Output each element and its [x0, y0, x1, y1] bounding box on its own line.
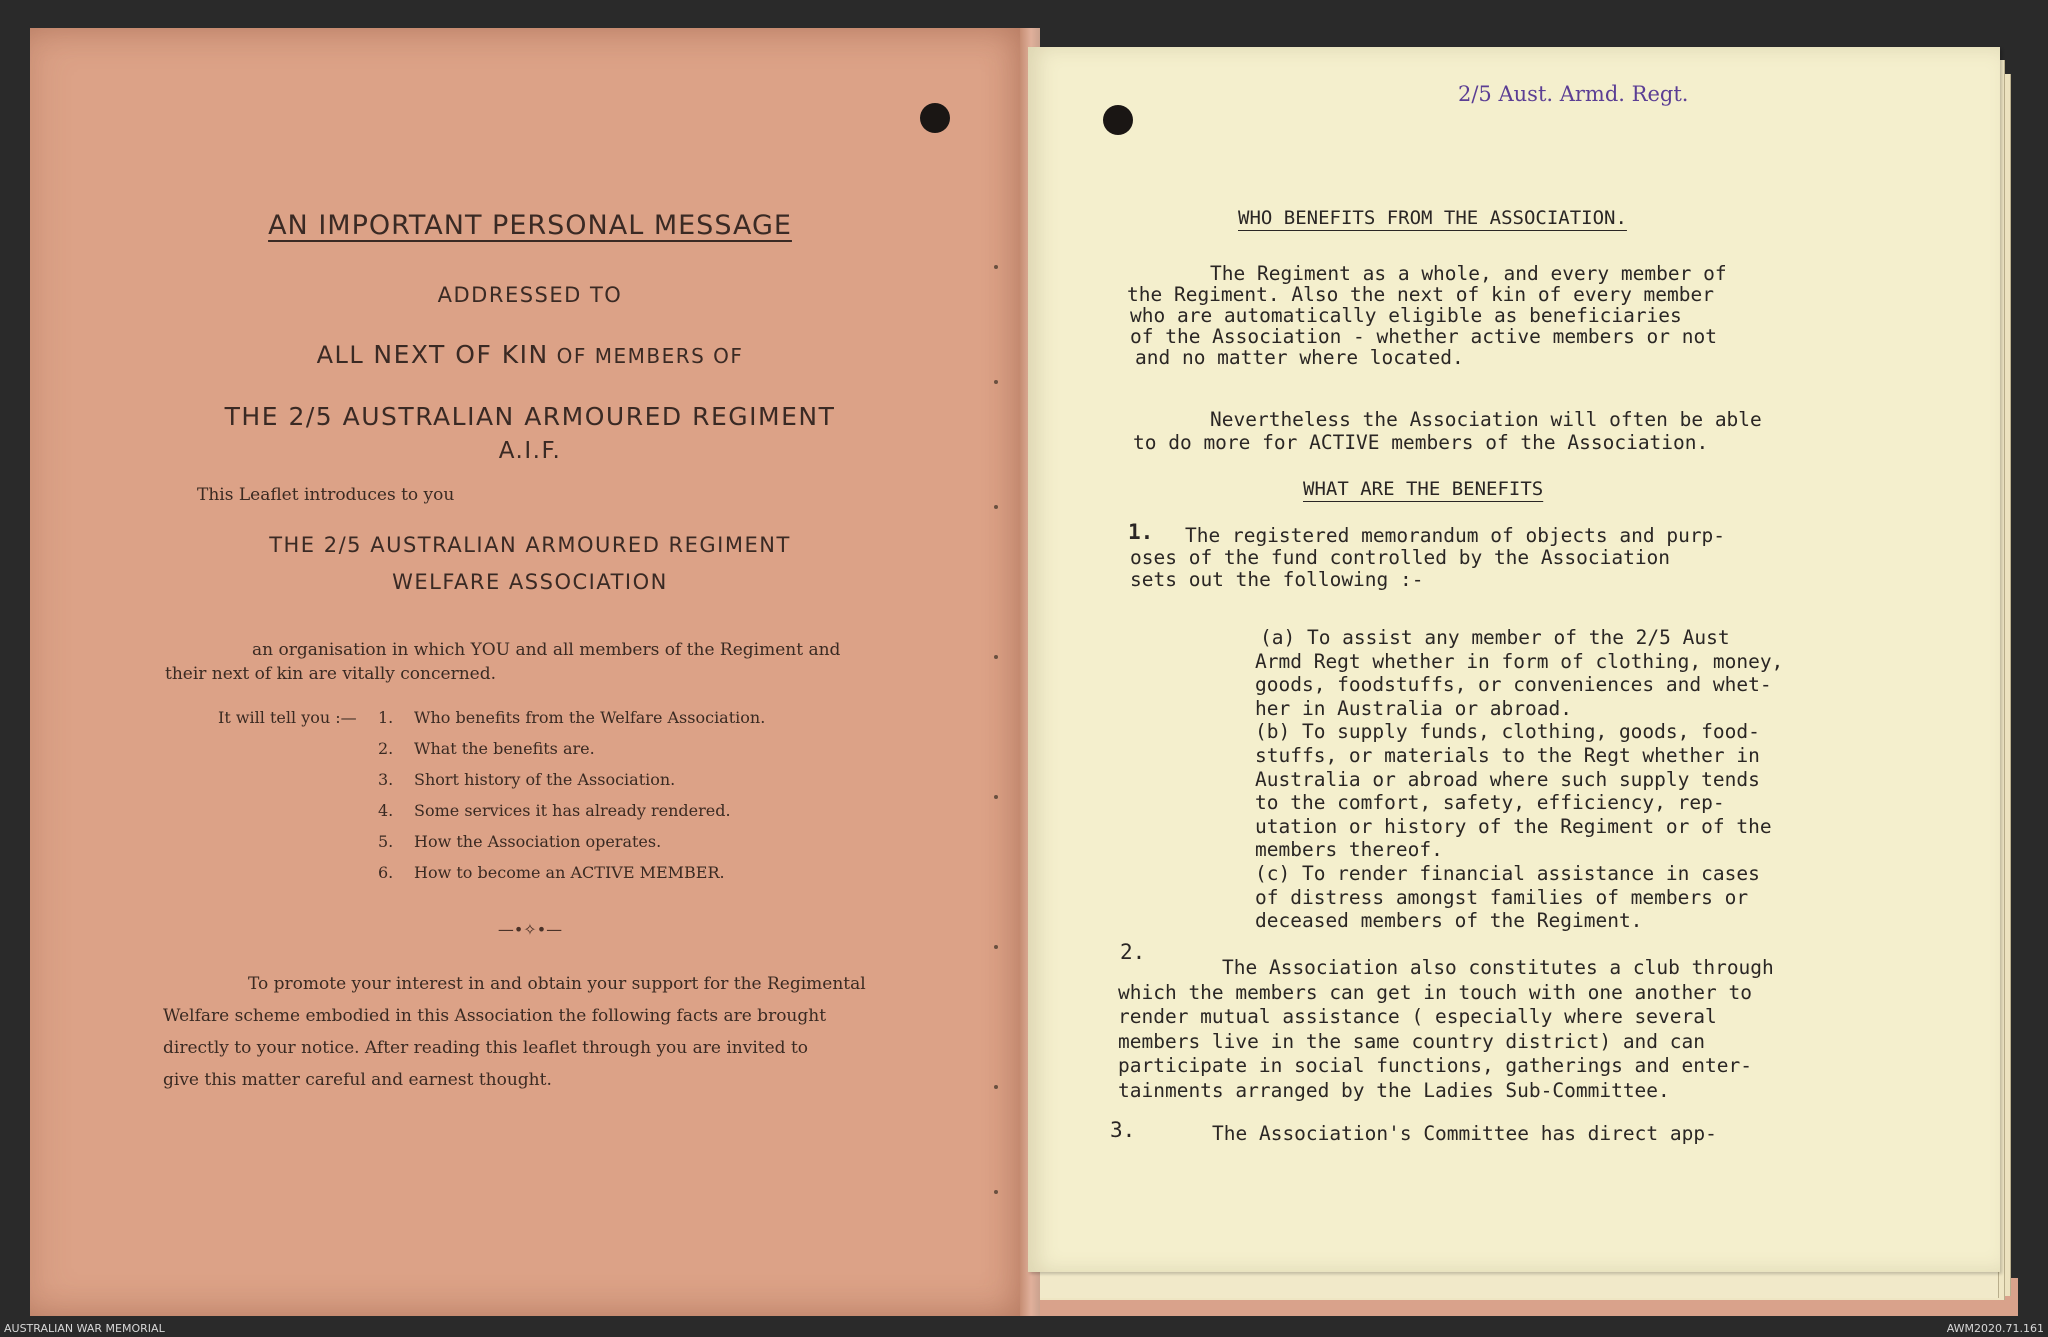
organisation-line-1: an organisation in which YOU and all members of the Regiment and [252, 640, 841, 660]
promote-line-1: To promote your interest in and obtain your support for the Regimental [248, 974, 866, 994]
item-line: render mutual assistance ( especially where several [1118, 1005, 1717, 1028]
sub-item-line: Armd Regt whether in form of clothing, money, [1255, 649, 1784, 673]
ornament-divider: —•✧•— [497, 920, 563, 939]
next-of-kin-suffix: OF MEMBERS OF [548, 344, 744, 368]
contents-item-text: How the Association operates. [414, 832, 662, 851]
sub-item-line: her in Australia or abroad. [1255, 696, 1572, 720]
stitch-dot [994, 945, 998, 949]
sub-item-line: (c) To render financial assistance in cases [1255, 862, 1760, 885]
stitch-dot [994, 655, 998, 659]
next-of-kin-prefix: ALL [316, 341, 374, 369]
contents-item-text: Some services it has already rendered. [414, 801, 731, 820]
contents-item-text: Short history of the Association. [414, 770, 676, 789]
next-of-kin-line [100, 340, 960, 369]
sub-item-line: utation or history of the Regiment or of the [1255, 814, 1772, 838]
sub-item-line: Australia or abroad where such supply tends [1255, 767, 1760, 791]
stitch-dot [994, 795, 998, 799]
para-line: and no matter where located. [1135, 346, 1464, 369]
addressed-to: ADDRESSED TO [437, 283, 623, 307]
sub-item-line: of distress amongst families of members or [1255, 885, 1749, 909]
contents-item-number: 2. [378, 739, 394, 758]
stitch-dot [994, 380, 998, 384]
item-line: The Association also constitutes a club through [1222, 956, 1774, 979]
sub-item-line: stuffs, or materials to the Regt whether in [1255, 744, 1760, 767]
para-line: Nevertheless the Association will often be able [1210, 408, 1762, 431]
regiment-line: THE 2/5 AUSTRALIAN ARMOURED REGIMENT [224, 402, 836, 431]
heading-who-benefits: WHO BENEFITS FROM THE ASSOCIATION. [1238, 207, 1627, 229]
stitch-dot [994, 1085, 998, 1089]
item-line: The registered memorandum of objects and purp- [1185, 524, 1726, 547]
footer-accession-number: AWM2020.71.161 [1946, 1322, 2044, 1335]
punch-hole [920, 103, 950, 133]
item-line: sets out the following :- [1130, 568, 1424, 591]
promote-line-3: directly to your notice. After reading this leaflet through you are invited to [163, 1038, 809, 1058]
association-line-1: THE 2/5 AUSTRALIAN ARMOURED REGIMENT [269, 533, 791, 557]
item-2-number: 2. [1120, 940, 1146, 964]
organisation-line-2: their next of kin are vitally concerned. [165, 664, 496, 684]
contents-item-text: Who benefits from the Welfare Association. [414, 708, 766, 727]
contents-item-text: How to become an ACTIVE MEMBER. [414, 863, 725, 882]
item-line: participate in social functions, gatherings and enter- [1118, 1054, 1752, 1077]
sub-item-line: (a) To assist any member of the 2/5 Aust [1260, 626, 1730, 649]
sub-item-line: (b) To supply funds, clothing, goods, food- [1255, 720, 1760, 744]
item-1-number: 1. [1128, 520, 1154, 544]
punch-hole [1103, 105, 1133, 135]
para-line: who are automatically eligible as beneficiaries [1130, 304, 1682, 327]
association-line-2: WELFARE ASSOCIATION [392, 570, 668, 594]
promote-line-4: give this matter careful and earnest thought. [163, 1070, 552, 1090]
item-3-number: 3. [1110, 1118, 1136, 1142]
para-line: to do more for ACTIVE members of the Association. [1133, 431, 1709, 454]
tell-you-prefix: It will tell you :— [218, 708, 357, 727]
contents-item-number: 1. [378, 708, 394, 727]
contents-item-text: What the benefits are. [414, 739, 595, 758]
item-3-text: The Association's Committee has direct app- [1212, 1122, 1717, 1145]
leaflet-title: AN IMPORTANT PERSONAL MESSAGE [268, 210, 792, 241]
sub-item-line: to the comfort, safety, efficiency, rep- [1255, 791, 1725, 815]
para-line: of the Association - whether active members or not [1130, 325, 1717, 348]
stitch-dot [994, 1190, 998, 1194]
stitch-dot [994, 265, 998, 269]
stitch-dot [994, 505, 998, 509]
contents-item-number: 3. [378, 770, 394, 789]
promote-line-2: Welfare scheme embodied in this Association the following facts are brought [163, 1006, 827, 1026]
contents-item-number: 5. [378, 832, 394, 851]
intro-line: This Leaflet introduces to you [197, 485, 455, 505]
heading-what-are-benefits: WHAT ARE THE BENEFITS [1303, 478, 1544, 500]
aif-line: A.I.F. [498, 438, 562, 464]
item-line: members live in the same country district) and can [1118, 1029, 1705, 1053]
item-line: oses of the fund controlled by the Association [1130, 546, 1671, 569]
sub-item-line: deceased members of the Regiment. [1255, 909, 1643, 933]
item-line: which the members can get in touch with one another to [1118, 980, 1752, 1004]
footer-credit: AUSTRALIAN WAR MEMORIAL [4, 1322, 165, 1335]
next-of-kin-bold: NEXT OF KIN [373, 340, 549, 369]
unit-stamp: 2/5 Aust. Armd. Regt. [1458, 82, 1689, 106]
sub-item-line: goods, foodstuffs, or conveniences and whet- [1255, 673, 1772, 697]
item-line: tainments arranged by the Ladies Sub-Committee. [1118, 1078, 1670, 1102]
para-line: the Regiment. Also the next of kin of every member [1127, 283, 1714, 306]
para-line: The Regiment as a whole, and every member of [1210, 262, 1727, 285]
sub-item-line: members thereof. [1255, 838, 1443, 862]
contents-item-number: 4. [378, 801, 394, 820]
contents-item-number: 6. [378, 863, 394, 882]
